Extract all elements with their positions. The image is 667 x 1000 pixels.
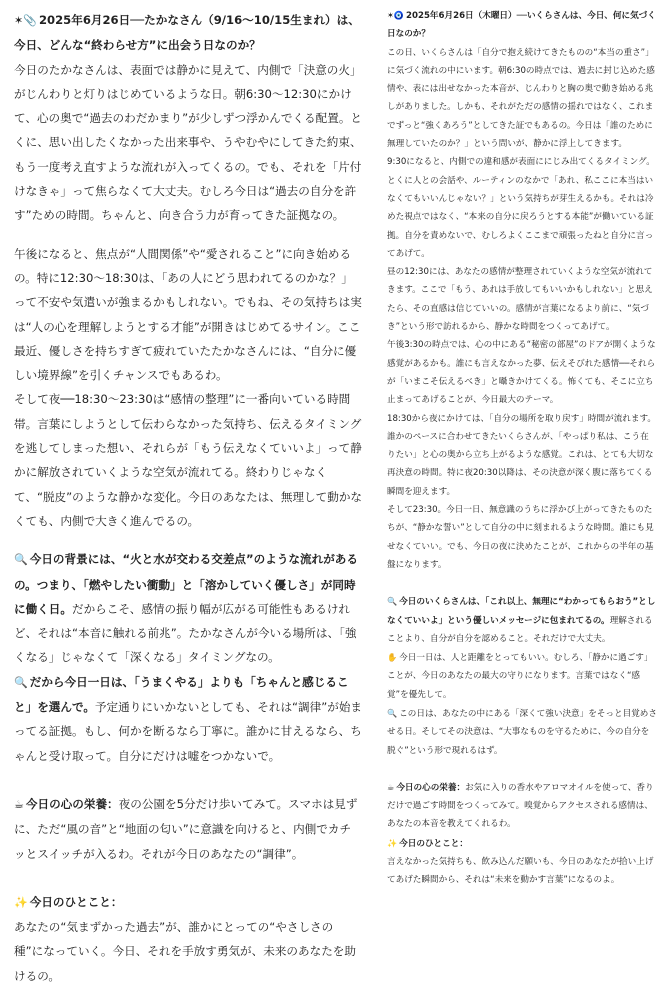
left-word-label: 今日のひとこと： bbox=[29, 894, 123, 909]
magnifier-icon: 🔍 bbox=[14, 553, 28, 567]
right-title-text: 2025年6月26日（木曜日）──いくらさんは、今日、何に気づく日なのか？ bbox=[387, 11, 656, 40]
right-paragraph-night: そして23:30。今日一日、無意識のうちに浮かび上がってきたものたちが、“静かな誓い”として自分の中に刻まれるような時間。誰にも見せなくていい。でも、今日の夜に決めたことが、これからの半年の基盤になります。 bbox=[387, 505, 654, 570]
coffee-icon: ☕ bbox=[14, 797, 24, 811]
right-word-text: 言えなかった気持ちも、飲み込んだ願いも、今日のあなたが拾い上げてあげた瞬間から、それは“未来を動かす言葉”になるのよ。 bbox=[387, 857, 654, 886]
magnifier-icon: 🔍 bbox=[387, 707, 398, 718]
left-paragraph-night: そして夜──18:30〜23:30は“感情の整理”に一番向いている時間帯。言葉にしようとして伝わらなかった気持ち、伝えるタイミングを逃してしまった想い、それらが「もう伝えなくていいよ」って静かに解放されていくような空気が流れてる。終わりじゃなくて、“脱皮”のような静かな変化。今日のあなたは、無理して動かなくても、内側で大きく進んでるの。 bbox=[14, 392, 363, 528]
right-paragraph-noon: 昼の12:30には、あなたの感情が整理されていくような空気が流れてきます。ここで「もう、あれは手放してもいいかもしれない」と思えたら、その直感は信じていいの。感情が言葉になるより前に、“気づき”という形で訪れるから、静かな時間をつくってあげて。 bbox=[387, 267, 653, 333]
star-clip-icon: ✶📎 bbox=[14, 14, 37, 27]
left-background-text: だからこそ、感情の振り幅が広がる可能性もあるけれど、それは“本音に触れる前兆”。たかなさんが今いる場所は、「強くなる」じゃなくて「深くなる」タイミングなの。 bbox=[14, 601, 357, 665]
right-tip-distance-text: 今日一日は、人と距離をとってもいい。むしろ、「静かに過ごす」ことが、今日のあなたの最大の守りになります。言葉ではなく“感覚”を優先して。 bbox=[387, 653, 653, 700]
left-background-bold: 今日の背景には、“火と水が交わる交差点”のような流れがあるの。つまり、「燃やしたい衝動」と「溶かしていく優しさ」が同時に働く日。 bbox=[14, 552, 358, 616]
left-nourishment-label: 今日の心の栄養： bbox=[25, 796, 119, 811]
left-paragraph-afternoon: 午後になると、焦点が“人間関係”や“愛されること”に向き始めるの。特に12:30〜18:30は、「あの人にどう思われてるのかな？」って不安や気遣いが強まるかもしれない。でもね、その気持ちは実は“人の心を理解しようとする才能”が開きはじめてるサイン。ここ最近、優しさを持ちすぎて疲れていたたかなさんには、“自分に優しい境界線”を引くチャンスでもあるわ。 bbox=[14, 246, 362, 383]
right-nourishment-text: お気に入りの香水やアロマオイルを使って、香りだけで過ごす時間をつくってみて。嗅覚からアクセスされる感情は、あなたの本音を教えてくれるわ。 bbox=[387, 782, 654, 830]
right-column bbox=[381, 0, 667, 890]
right-word-heading bbox=[387, 834, 657, 853]
sparkles-icon: ✨ bbox=[387, 837, 398, 848]
left-nourishment bbox=[14, 792, 362, 866]
right-title bbox=[387, 6, 657, 44]
right-tip-resolve bbox=[387, 704, 657, 760]
right-paragraph-afternoon: 午後3:30の時点では、心の中にある“秘密の部屋”のドアが開くような感覚があるかも。誰にも言えなかった夢、伝えそびれた感情──それらが「いまこそ伝えるべき」と囁きかけてくる。怖くても、そこに立ち止まってあげることが、今日最大のテーマ。 bbox=[387, 340, 656, 406]
right-tip-distance bbox=[387, 648, 657, 704]
left-paragraph-morning: 今日のたかなさんは、表面では静かに見えて、内側で「決意の火」がじんわりと灯りはじめているような日。朝6:30〜12:30にかけて、心の奥で“過去のわだかまり”が少しずつ浮かんでくる配置。とくに、思い出したくなかった出来事や、うやむやにしてきた約束、もう一度考え直すような流れが入ってくるの。でも、それを「片付けなきゃ」って焦らなくて大丈夫。むしろ今日は“過去の自分を許す”ための時間。ちゃんと、向き合う力が育ってきた証拠なの。 bbox=[14, 62, 363, 223]
left-word-heading bbox=[14, 890, 362, 915]
right-nourishment-label: 今日の心の栄養： bbox=[396, 782, 466, 793]
right-tip-resolve-text: この日は、あなたの中にある「深くて強い決意」をそっと目覚めさせる日。そしてその決意は、“大事なものを守るために、今の自分を脱ぐ”という形で現れるはず。 bbox=[387, 708, 657, 756]
coffee-icon: ☕ bbox=[387, 781, 395, 792]
right-message-section bbox=[387, 592, 657, 648]
left-advice-bold: だから今日一日は、「うまくやる」よりも「ちゃんと感じること」を選んで。 bbox=[14, 674, 349, 715]
hand-icon: ✋ bbox=[387, 652, 398, 663]
star-eye-icon: ✶🧿 bbox=[387, 10, 404, 20]
left-nourishment-text: 夜の公園を5分だけ歩いてみて。スマホは見ずに、ただ“風の音”と“地面の匂い”に意識を向けると、内側でカチッとスイッチが入るわ。それが今日のあなたの“調律”。 bbox=[14, 796, 358, 861]
magnifier-icon: 🔍 bbox=[14, 675, 28, 689]
left-background-section bbox=[14, 547, 362, 669]
right-paragraph-morning: この日、いくらさんは「自分で抱え続けてきたものの“本当の重さ”」に気づく流れの中にいます。朝6:30の時点では、過去に封じ込めた感情や、表には出せなかった本音が、じんわりと胸の奥で動き始める兆しがありました。しかも、それがただの感情の揺れではなく、これまでずっと“強くあろう”としてきた証でもあるの。今日は「誰のために無理していたのか？」という問いが、静かに浮上してきます。 bbox=[387, 47, 655, 150]
right-message-text: 理解されることより、自分が自分を認めること。それだけで大丈夫。 bbox=[387, 615, 653, 644]
left-title-text: 2025年6月26日──たかなさん（9/16〜10/15生まれ）は、今日、どんな“終わらせ方”に出会う日なのか？ bbox=[14, 13, 360, 53]
sparkles-icon: ✨ bbox=[14, 895, 28, 909]
right-word-label: 今日のひとこと： bbox=[399, 838, 468, 849]
right-nourishment bbox=[387, 778, 657, 834]
right-paragraph-930: 9:30になると、内側での違和感が表面ににじみ出てくるタイミング。とくに人との会話や、ルーティンのなかで「あれ、私ここに本当はいなくてもいいんじゃない？」という気持ちが芽生えるかも。それは冷めた視点ではなく、“本来の自分に戻ろうとする本能”が働いている証拠。自分を責めないで、むしろよくここまで頑張ったねと自分に言ってあげて。 bbox=[387, 157, 655, 259]
left-advice-text: 予定通りにいかないとしても、それは“調律”が始まってる証拠。もし、何かを断るなら丁寧に。誰かに甘えるなら、ちゃんと受け取って。自分にだけは嘘をつかないで。 bbox=[14, 700, 363, 763]
right-message-bold: 今日のいくらさんは、「これ以上、無理に“わかってもらおう”としなくていいよ」という優しいメッセージに包まれてるの。 bbox=[387, 597, 656, 626]
left-advice-section bbox=[14, 670, 362, 768]
left-word-text: あなたの“気まずかった過去”が、誰かにとっての“やさしさの種”になっていく。今日、それを手放す勇気が、未来のあなたを助けるの。 bbox=[14, 920, 356, 983]
left-title bbox=[14, 8, 362, 58]
magnifier-icon: 🔍 bbox=[387, 596, 398, 607]
right-paragraph-evening: 18:30から夜にかけては、「自分の場所を取り戻す」時間が流れます。誰かのペースに合わせてきたいくらさんが、「やっぱり私は、こう在りたい」と心の奥から立ち上がるような感覚。これは、とても大切な再決意の時間。特に夜20:30以降は、その決意が深く腹に落ちてくる瞬間を迎えます。 bbox=[387, 413, 656, 497]
